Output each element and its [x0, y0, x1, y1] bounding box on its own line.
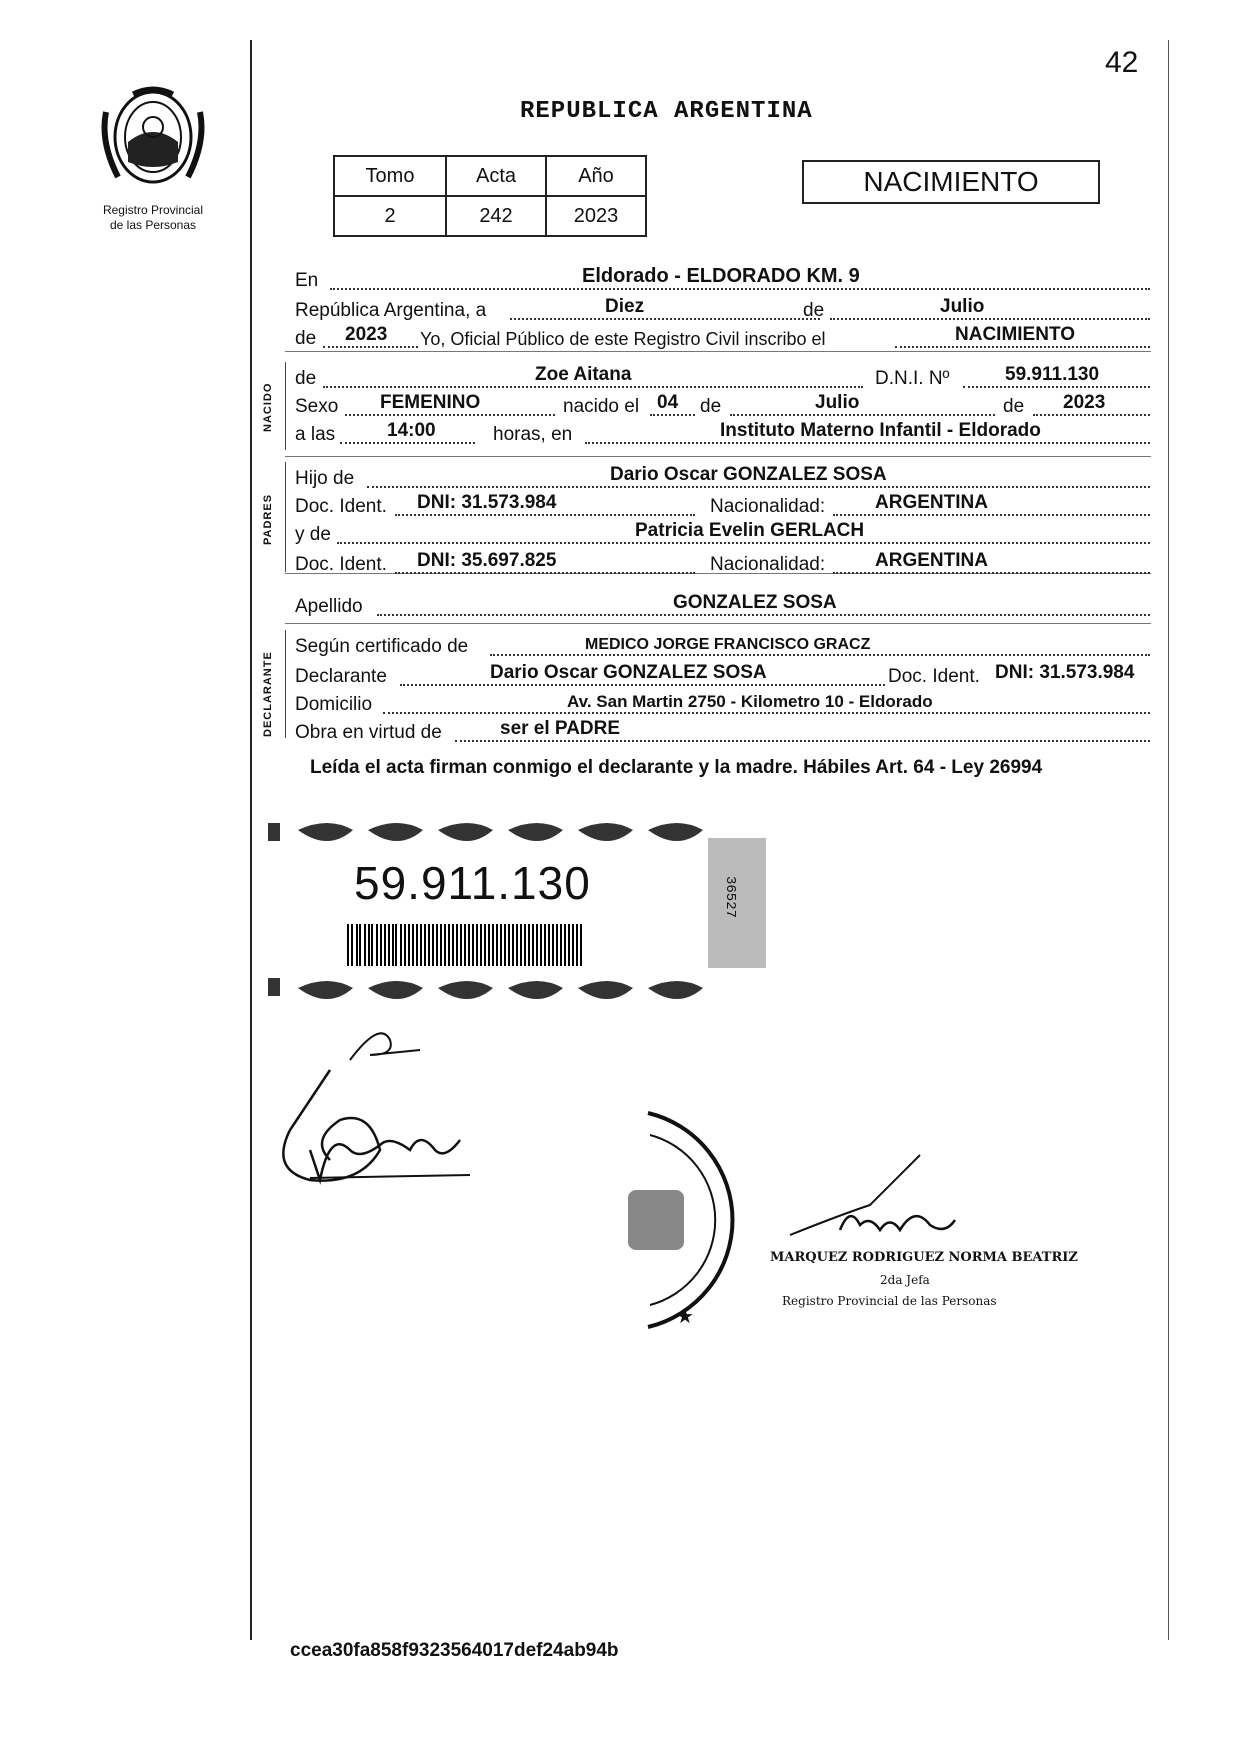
father-nationality-value: ARGENTINA	[875, 492, 988, 513]
dotted-leader	[367, 486, 1150, 488]
apellido-label: Apellido	[295, 596, 363, 617]
mother-name-value: Patricia Evelin GERLACH	[635, 520, 865, 541]
nacido-el-label: nacido el	[563, 396, 640, 417]
child-name-value: Zoe Aitana	[535, 364, 632, 385]
month-de-label: de	[803, 300, 825, 321]
birth-month-de-label: de	[700, 396, 722, 417]
father-dni-value: DNI: 31.573.984	[417, 492, 557, 513]
provincial-coat-of-arms	[98, 82, 208, 192]
dotted-leader	[345, 414, 555, 416]
field-row-father	[295, 464, 1150, 492]
declarant-signature	[270, 1010, 480, 1200]
dotted-leader	[340, 442, 475, 444]
mother-nationality-label: Nacionalidad:	[710, 554, 826, 575]
obra-label: Obra en virtud de	[295, 722, 442, 743]
svg-text:★: ★	[676, 1304, 694, 1328]
dotted-leader	[1033, 414, 1150, 416]
birth-time-value: 14:00	[387, 420, 436, 441]
closing-note: Leída el acta firman conmigo el declarante y la madre. Hábiles Art. 64 - Ley 26994	[310, 757, 1043, 778]
official-name: MARQUEZ RODRIGUEZ NORMA BEATRIZ	[770, 1250, 1078, 1265]
day-value: Diez	[605, 296, 645, 317]
table-header-tomo: Tomo	[334, 156, 446, 196]
father-name-value: Dario Oscar GONZALEZ SOSA	[610, 464, 887, 485]
dotted-leader	[383, 712, 1150, 714]
official-signature	[780, 1145, 980, 1250]
place-value: Eldorado - ELDORADO KM. 9	[582, 265, 860, 287]
dotted-leader	[963, 386, 1150, 388]
certificado-label: Según certificado de	[295, 636, 469, 657]
wave-border-pattern	[268, 818, 768, 1004]
birth-month-value: Julio	[815, 392, 860, 413]
declarante-doc-label: Doc. Ident.	[888, 666, 980, 687]
year-de-label: de	[295, 328, 317, 349]
y-de-label: y de	[295, 524, 331, 545]
barcode-bars	[348, 924, 581, 966]
page-number: 42	[1105, 46, 1139, 79]
registry-name-line1: Registro Provincial	[102, 203, 204, 217]
side-code: 36527	[722, 876, 738, 919]
field-row-sex	[295, 392, 1150, 420]
hijo-de-label: Hijo de	[295, 468, 355, 489]
table-value-tomo: 2	[334, 196, 446, 236]
nacido-bracket	[285, 362, 286, 450]
field-row-time	[295, 420, 1150, 448]
father-doc-label: Doc. Ident.	[295, 496, 387, 517]
registry-name-line2: de las Personas	[109, 218, 197, 232]
padres-bracket	[285, 462, 286, 572]
official-role: 2da Jefa	[880, 1273, 930, 1287]
year-value: 2023	[345, 324, 388, 345]
dotted-leader	[585, 442, 1150, 444]
dotted-leader	[330, 288, 1150, 290]
yo-oficial-text: Yo, Oficial Público de este Registro Civil inscribo el	[420, 329, 826, 349]
field-row-name	[295, 364, 1150, 392]
official-office: Registro Provincial de las Personas	[782, 1294, 997, 1308]
declarante-doc-value: DNI: 31.573.984	[995, 662, 1135, 683]
footer-hash: ccea30fa858f9323564017def24ab94b	[290, 1640, 619, 1661]
dotted-leader	[833, 572, 1150, 574]
horas-en-label: horas, en	[493, 424, 573, 445]
right-margin-line	[1168, 40, 1169, 1640]
name-de-label: de	[295, 368, 317, 389]
mother-dni-value: DNI: 35.697.825	[417, 550, 557, 571]
id-barcode-label	[268, 818, 768, 1004]
dotted-leader	[833, 514, 1150, 516]
field-row-en	[295, 266, 1150, 294]
dotted-leader	[323, 346, 418, 348]
dotted-leader	[377, 614, 1150, 616]
mother-doc-label: Doc. Ident.	[295, 554, 387, 575]
dotted-leader	[395, 514, 695, 516]
dotted-leader	[455, 740, 1150, 742]
dotted-leader	[510, 318, 820, 320]
en-label: En	[295, 270, 319, 291]
table-value-acta: 242	[446, 196, 546, 236]
dotted-leader	[400, 684, 885, 686]
side-label-declarante: DECLARANTE	[262, 651, 274, 737]
table-header-anio: Año	[546, 156, 646, 196]
inscribe-value: NACIMIENTO	[955, 324, 1075, 345]
domicilio-value: Av. San Martin 2750 - Kilometro 10 - Eldorado	[567, 692, 933, 711]
register-table	[333, 155, 647, 237]
section-separator	[285, 456, 1151, 457]
field-row-address	[295, 690, 1150, 718]
field-row-year	[295, 324, 1150, 352]
field-row-surname	[295, 592, 1150, 620]
table-value-anio: 2023	[546, 196, 646, 236]
field-row-declarant	[295, 662, 1150, 690]
child-dni-value: 59.911.130	[1005, 364, 1100, 385]
surname-value: GONZALEZ SOSA	[673, 592, 837, 613]
dotted-leader	[323, 386, 863, 388]
obra-value: ser el PADRE	[500, 718, 621, 739]
declarante-value: Dario Oscar GONZALEZ SOSA	[490, 662, 767, 683]
act-type-box: NACIMIENTO	[802, 160, 1100, 204]
birth-day-value: 04	[657, 392, 679, 413]
mother-nationality-value: ARGENTINA	[875, 550, 988, 571]
dotted-leader	[730, 414, 995, 416]
father-nationality-label: Nacionalidad:	[710, 496, 826, 517]
domicilio-label: Domicilio	[295, 694, 373, 715]
sexo-value: FEMENINO	[380, 392, 481, 413]
certificado-value: MEDICO JORGE FRANCISCO GRACZ	[585, 636, 871, 653]
side-label-nacido: NACIDO	[262, 382, 274, 432]
birth-year-value: 2023	[1063, 392, 1106, 413]
field-row-father-doc	[295, 492, 1150, 520]
table-header-acta: Acta	[446, 156, 546, 196]
declarante-label: Declarante	[295, 666, 387, 687]
declarante-bracket	[285, 630, 286, 738]
official-stamp	[588, 1105, 758, 1335]
section-separator	[285, 623, 1151, 624]
month-value: Julio	[940, 296, 985, 317]
side-label-padres: PADRES	[262, 493, 274, 545]
page-title: REPUBLICA ARGENTINA	[520, 98, 813, 125]
sexo-label: Sexo	[295, 396, 339, 417]
a-las-label: a las	[295, 424, 336, 445]
field-row-certificate	[295, 632, 1150, 660]
field-row-mother	[295, 520, 1150, 548]
dotted-leader	[830, 318, 1150, 320]
field-row-date	[295, 296, 1150, 324]
dotted-leader	[395, 572, 695, 574]
dotted-leader	[337, 542, 1150, 544]
dotted-leader	[490, 654, 1150, 656]
dni-label: D.N.I. Nº	[875, 368, 950, 389]
dotted-leader	[650, 414, 695, 416]
id-number: 59.911.130	[354, 857, 591, 909]
republica-label: República Argentina, a	[295, 300, 487, 321]
birth-year-de-label: de	[1003, 396, 1025, 417]
birth-place-value: Instituto Materno Infantil - Eldorado	[720, 420, 1041, 441]
left-margin-line	[250, 40, 252, 1640]
dotted-leader	[895, 346, 1150, 348]
field-row-basis	[295, 718, 1150, 746]
field-row-mother-doc	[295, 550, 1150, 578]
